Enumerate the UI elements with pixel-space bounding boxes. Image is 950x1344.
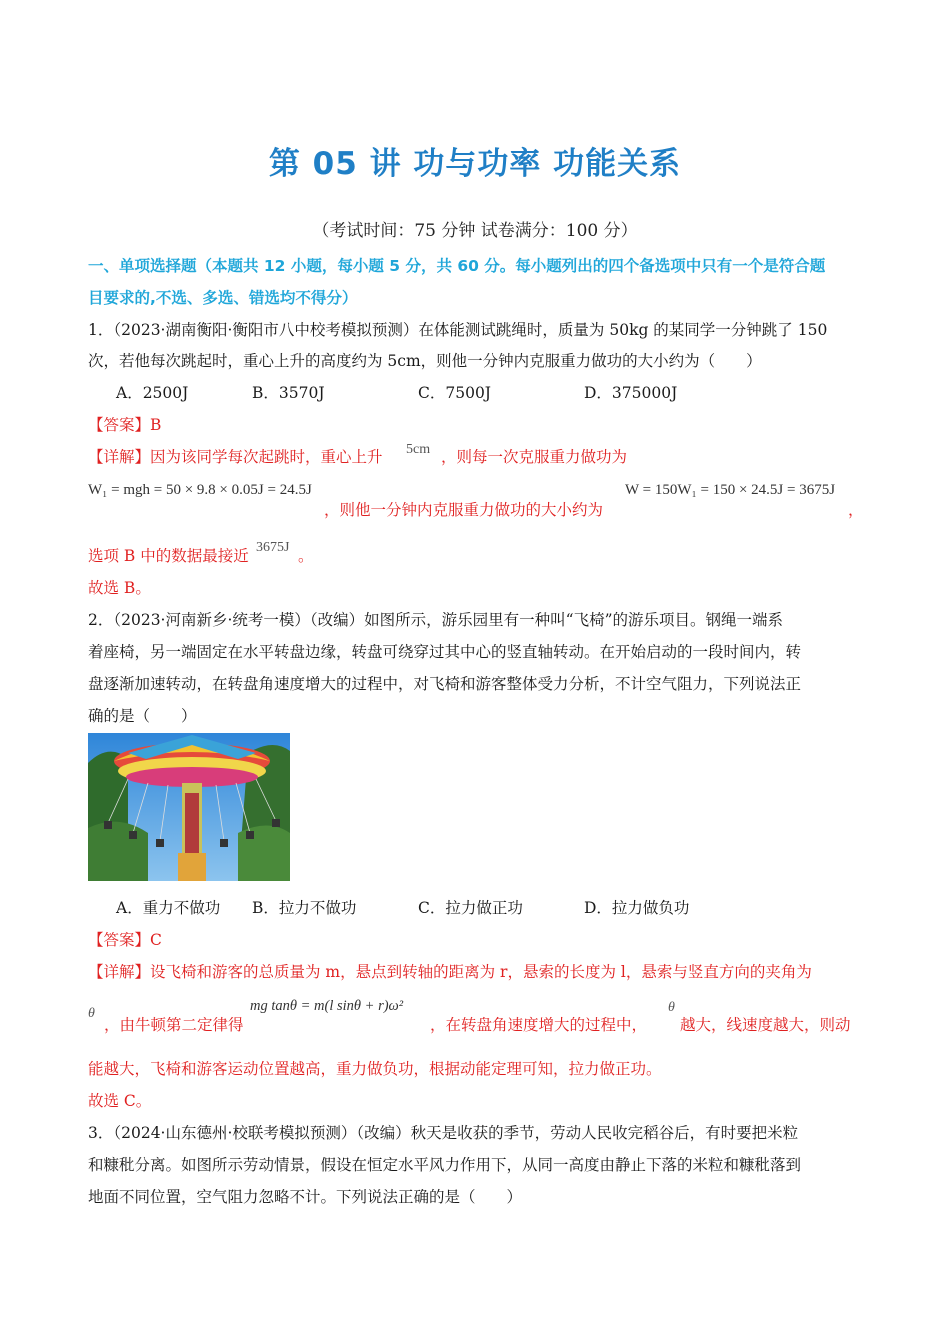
q1-closest-value: 3675J	[256, 540, 290, 555]
q3-stem-line1: 3．（2024·山东德州·校联考模拟预测）（改编）秋天是收获的季节，劳动人民收完稻谷后，有时要把米粒	[88, 1124, 799, 1142]
q1-option-d: D．375000J	[584, 384, 678, 402]
q1-option-c: C．7500J	[418, 384, 492, 402]
q1-option-b: B．3570J	[252, 384, 325, 402]
section-heading-line1: 一、单项选择题（本题共 12 小题，每小题 5 分，共 60 分。每小题列出的四个备选项中只有一个是符合题	[88, 257, 826, 275]
q3-stem-line2: 和糠秕分离。如图所示劳动情景，假设在恒定水平风力作用下，从同一高度由静止下落的米粒和糠秕落到	[88, 1156, 802, 1174]
q1-answer: 【答案】B	[88, 416, 162, 434]
q1-conclusion: 故选 B。	[88, 579, 151, 597]
q1-closest-head: 选项 B 中的数据最接近	[88, 547, 249, 565]
q2-theta-symbol-2: θ	[668, 1000, 675, 1015]
q2-conclusion: 故选 C。	[88, 1092, 152, 1110]
q2-stem-line3: 盘逐渐加速转动，在转盘角速度增大的过程中，对飞椅和游客整体受力分析，不计空气阻力，下列说法正	[88, 675, 802, 693]
q2-option-d: D．拉力做负功	[584, 899, 690, 917]
q1-detail-tail: ，则每一次克服重力做功为	[441, 448, 628, 466]
q2-formula: mg tanθ = m(l sinθ + r)ω²	[250, 998, 404, 1014]
q2-stem-line1: 2．（2023·河南新乡·统考一模）（改编）如图所示，游乐园里有一种叫“飞椅”的游乐项目。钢绳一端系	[88, 611, 784, 629]
q1-mid-text: ，则他一分钟内克服重力做功的大小约为	[324, 501, 604, 519]
q2-stem-line4: 确的是（ ）	[88, 707, 197, 725]
exam-info: （考试时间：75 分钟 试卷满分：100 分）	[312, 221, 638, 241]
q1-stem-line1: 1．（2023·湖南衡阳·衡阳市八中校考模拟预测）在体能测试跳绳时，质量为 50kg 的某同学一分钟跳了 150	[88, 321, 828, 339]
q3-stem-line3: 地面不同位置，空气阻力忽略不计。下列说法正确的是（ ）	[88, 1188, 523, 1206]
q2-detail-line1: 【详解】设飞椅和游客的总质量为 m，悬点到转轴的距离为 r，悬索的长度为 l，悬索与竖直方向的夹角为	[88, 963, 812, 981]
q1-formula-1: W₁ = mgh = 50 × 9.8 × 0.05J = 24.5J	[88, 482, 312, 498]
page-title: 第 05 讲 功与功率 功能关系	[268, 146, 682, 182]
q1-detail-head: 【详解】因为该同学每次起跳时，重心上升	[88, 448, 383, 466]
section-heading-line2: 目要求的,不选、多选、错选均不得分）	[88, 289, 358, 307]
swing-ride-photo	[88, 733, 290, 881]
q1-comma: ，	[848, 501, 864, 519]
q1-formula-2: W = 150W₁ = 150 × 24.5J = 3675J	[625, 482, 836, 498]
q1-closest-tail: 。	[298, 547, 314, 565]
q2-detail-line2b: ，在转盘角速度增大的过程中，	[430, 1016, 648, 1034]
q2-option-a: A．重力不做功	[116, 899, 221, 917]
q2-detail-line2c: 越大，线速度越大，则动	[680, 1016, 851, 1034]
q2-option-b: B．拉力不做功	[252, 899, 357, 917]
q1-option-a: A．2500J	[116, 384, 189, 402]
q2-answer: 【答案】C	[88, 931, 162, 949]
q2-detail-line2a: ，由牛顿第二定律得	[104, 1016, 244, 1034]
q2-theta-symbol: θ	[88, 1006, 95, 1021]
q1-detail-value: 5cm	[406, 442, 431, 457]
q2-stem-line2: 着座椅，另一端固定在水平转盘边缘，转盘可绕穿过其中心的竖直轴转动。在开始启动的一段时间内，转	[88, 643, 802, 661]
q2-detail-line3: 能越大，飞椅和游客运动位置越高，重力做负功，根据动能定理可知，拉力做正功。	[88, 1060, 662, 1078]
q1-stem-line2: 次，若他每次跳起时，重心上升的高度约为 5cm，则他一分钟内克服重力做功的大小约为（ ）	[88, 352, 762, 370]
q2-option-c: C．拉力做正功	[418, 899, 523, 917]
